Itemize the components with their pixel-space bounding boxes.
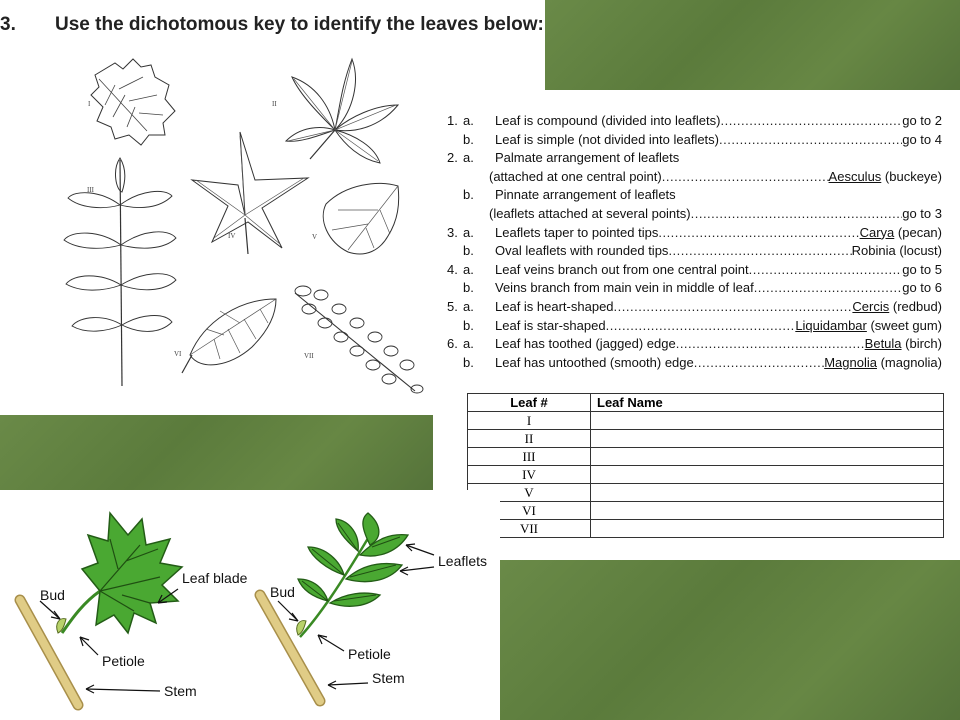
table-row (468, 484, 944, 502)
key-row (447, 261, 942, 280)
header-leaf-name: Leaf Name (591, 394, 944, 412)
leaf-V-drawing (318, 180, 408, 260)
key-common-name: (pecan) (894, 224, 942, 240)
key-text: Leaf has untoothed (smooth) edge (495, 354, 694, 370)
key-option-letter: a. (463, 261, 474, 277)
green-background-bottom (500, 560, 960, 720)
key-text: Leaflets taper to pointed tips (495, 224, 659, 240)
leaf-marker-V: V (312, 233, 318, 241)
key-text: Veins branch from main vein in middle of leaf (495, 280, 754, 296)
key-genus: Liquidambar (795, 317, 867, 333)
leaf-number-cell: I (468, 412, 591, 430)
leaf-name-cell[interactable] (591, 466, 944, 484)
key-text: Pinnate arrangement of leaflets (495, 187, 676, 203)
key-common-name: (magnolia) (876, 354, 942, 370)
key-result: go to 2 (902, 113, 942, 128)
table-row (468, 466, 944, 484)
table-row (468, 412, 944, 430)
key-row (447, 279, 942, 298)
leaf-number-cell: VII (468, 520, 591, 538)
leaf-marker-VII: VII (304, 352, 314, 360)
table-row (468, 448, 944, 466)
leaf-marker-II: II (272, 100, 277, 108)
key-option-letter: b. (463, 131, 474, 147)
key-option-letter: b. (463, 317, 474, 333)
key-text: Leaf veins branch out from one central point (495, 261, 749, 277)
leaf-number-cell: V (468, 484, 591, 502)
key-row (447, 317, 942, 336)
key-step-number (447, 131, 463, 150)
leaf-marker-IV: IV (228, 232, 236, 240)
leaf-III-drawing (60, 150, 180, 390)
leaf-name-cell[interactable] (591, 520, 944, 538)
question-number: 3. (0, 14, 16, 35)
key-text: Oval leaflets with rounded tips (495, 243, 669, 259)
key-text: Leaf is heart-shaped (495, 298, 614, 314)
key-option-letter: a. (463, 336, 474, 352)
label-leaflets: Leaflets (438, 553, 488, 569)
compound-leaf-diagram (240, 505, 500, 715)
key-genus: Carya (859, 224, 895, 240)
leaf-number-cell: III (468, 448, 591, 466)
leaf-number-cell: IV (468, 466, 591, 484)
label-petiole-compound: Petiole (348, 646, 391, 662)
table-row (468, 520, 944, 538)
key-row (447, 168, 942, 187)
key-text: Leaf is compound (divided into leaflets) (495, 113, 721, 128)
key-step-number: 4. (447, 261, 458, 277)
key-option-letter: a. (463, 113, 474, 128)
key-row (447, 205, 942, 224)
key-row (447, 131, 942, 150)
leaf-IV-drawing (190, 130, 310, 255)
key-option-letter: b. (463, 243, 474, 259)
leaf-name-cell[interactable] (591, 484, 944, 502)
key-step-number: 2. (447, 150, 458, 166)
key-row (447, 298, 942, 317)
key-common-name: (redbud) (889, 298, 942, 314)
leaf-name-cell[interactable] (591, 448, 944, 466)
key-text: Leaf has toothed (jagged) edge (495, 336, 676, 352)
leaf-marker-III: III (87, 186, 94, 194)
simple-leaf-diagram (10, 505, 260, 715)
key-option-letter: a. (463, 150, 474, 166)
key-row (447, 354, 942, 373)
label-petiole-simple: Petiole (102, 653, 145, 669)
key-text: Leaf is star-shaped (495, 317, 606, 333)
key-text: Palmate arrangement of leaflets (495, 150, 680, 166)
key-step-number: 6. (447, 336, 458, 352)
key-option-letter: a. (463, 298, 474, 314)
key-genus: Magnolia (824, 354, 877, 370)
leaf-name-cell[interactable] (591, 502, 944, 520)
key-result: go to 5 (902, 261, 942, 277)
leaf-parts-panel (0, 490, 500, 720)
key-genus: Betula (864, 336, 902, 352)
leaf-VII-drawing (285, 285, 425, 400)
leaf-name-cell[interactable] (591, 412, 944, 430)
key-row (447, 335, 942, 354)
key-common-name: (birch) (901, 336, 942, 352)
leaf-number-cell: II (468, 430, 591, 448)
label-stem-compound: Stem (372, 670, 405, 686)
key-row (447, 186, 942, 205)
green-background-top (545, 0, 960, 90)
key-text: (attached at one central point) (489, 168, 662, 184)
key-step-number: 3. (447, 224, 458, 240)
key-row (447, 242, 942, 261)
key-result: go to 6 (902, 280, 942, 296)
leaf-marker-I: I (88, 100, 91, 108)
header-leaf-number: Leaf # (468, 394, 591, 412)
answer-table (467, 393, 944, 538)
key-step-number: 5. (447, 298, 458, 314)
table-row (468, 430, 944, 448)
key-option-letter: b. (463, 280, 474, 296)
green-background-middle (0, 415, 433, 490)
key-row (447, 224, 942, 243)
table-header-row (468, 394, 944, 412)
leaf-I-drawing (85, 55, 180, 150)
label-stem-simple: Stem (164, 683, 197, 699)
key-common-name: (sweet gum) (866, 317, 942, 333)
leaf-name-cell[interactable] (591, 430, 944, 448)
key-common-name: (buckeye) (881, 168, 942, 184)
key-option-letter: b. (463, 187, 474, 203)
key-genus: Aesculus (828, 168, 882, 184)
key-step-number: 1. (447, 113, 458, 128)
key-text: (leaflets attached at several points) (489, 205, 691, 221)
key-row (447, 149, 942, 168)
leaf-VI-drawing (180, 295, 280, 380)
key-row (447, 112, 942, 131)
key-genus: Cercis (852, 298, 890, 314)
key-option-letter: b. (463, 354, 474, 370)
key-option-letter: a. (463, 224, 474, 240)
label-leaf-blade: Leaf blade (182, 570, 248, 586)
question-text: Use the dichotomous key to identify the leaves below: (55, 14, 544, 35)
key-text: Leaf is simple (not divided into leaflets) (495, 131, 720, 147)
question-title (0, 14, 544, 36)
key-result: go to 3 (902, 205, 942, 221)
table-row (468, 502, 944, 520)
leaf-number-cell: VI (468, 502, 591, 520)
key-result: go to 4 (902, 131, 942, 147)
leaf-marker-VI: VI (174, 350, 182, 358)
label-bud-simple: Bud (40, 587, 65, 603)
label-bud-compound: Bud (270, 584, 295, 600)
key-result: Robinia (locust) (851, 243, 942, 259)
dichotomous-key (447, 112, 942, 372)
